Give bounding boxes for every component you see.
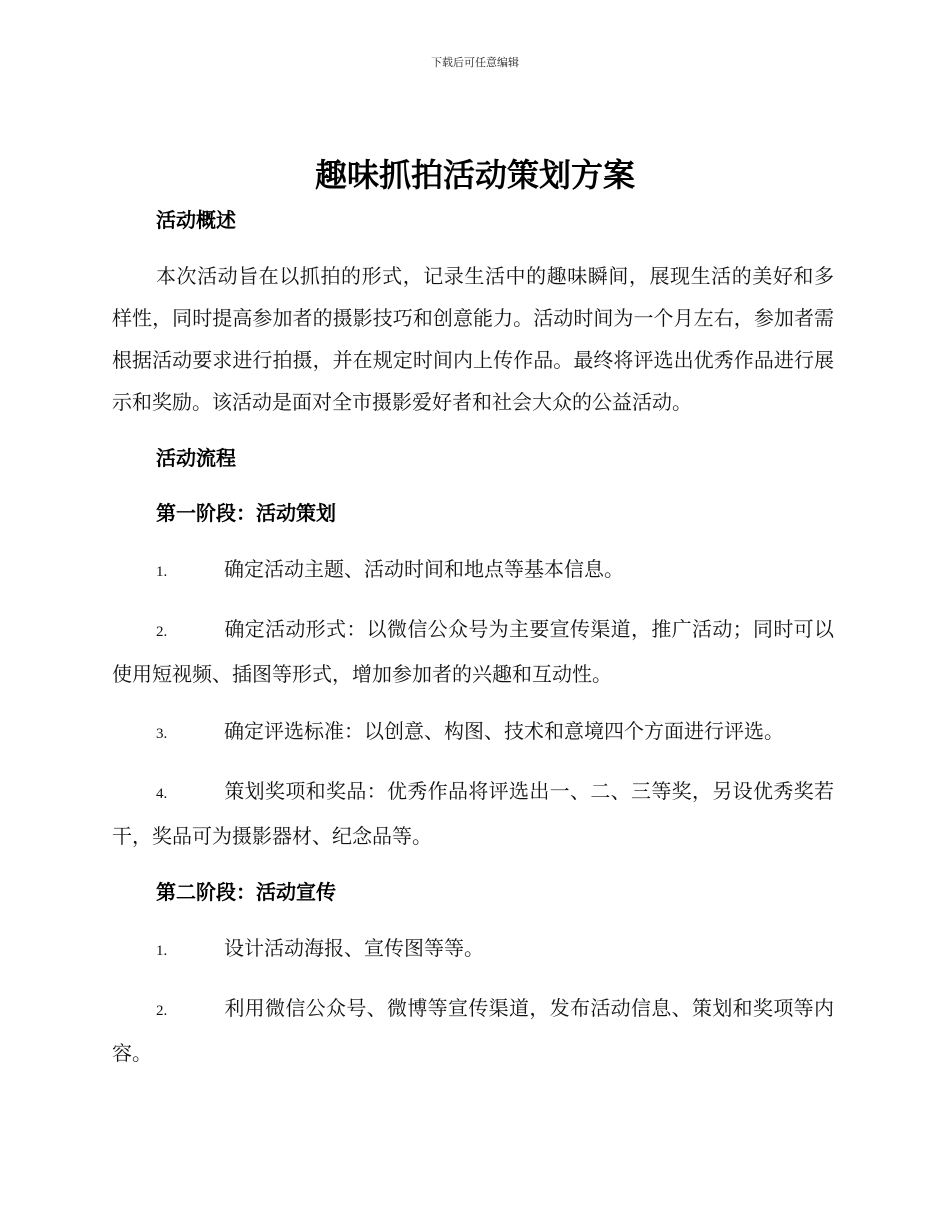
document-title: 趣味抓拍活动策划方案 (314, 156, 635, 194)
section-heading-overview: 活动概述 (156, 208, 236, 232)
list-item-text: 确定活动主题、活动时间和地点等基本信息。 (224, 557, 624, 581)
document-body (112, 200, 834, 1074)
header-note: 下载后可任意编辑 (431, 56, 519, 69)
list-item (112, 927, 834, 972)
phase2-heading: 第二阶段：活动宣传 (156, 880, 336, 904)
phase1-heading: 第一阶段：活动策划 (156, 501, 336, 525)
list-item-text: 确定评选标准：以创意、构图、技术和意境四个方面进行评选。 (224, 719, 784, 743)
list-item-number: 3. (156, 726, 168, 742)
section-heading-process: 活动流程 (156, 446, 236, 470)
list-item (112, 710, 834, 755)
list-item-text: 利用微信公众号、微博等宣传渠道，发布活动信息、策划和奖项等内容。 (112, 996, 834, 1065)
list-item-number: 2. (156, 1003, 168, 1019)
list-item (112, 548, 834, 593)
list-item (112, 770, 834, 857)
list-item (112, 987, 834, 1074)
list-item (112, 608, 834, 695)
list-item-number: 4. (156, 786, 168, 802)
list-item-number: 2. (156, 624, 168, 640)
list-item-text: 策划奖项和奖品：优秀作品将评选出一、二、三等奖，另设优秀奖若干，奖品可为摄影器材、纪念品等。 (112, 779, 834, 848)
list-item-number: 1. (156, 564, 168, 580)
list-item-text: 确定活动形式：以微信公众号为主要宣传渠道，推广活动；同时可以使用短视频、插图等形式，增加参加者的兴趣和互动性。 (112, 617, 834, 686)
overview-paragraph: 本次活动旨在以抓拍的形式，记录生活中的趣味瞬间，展现生活的美好和多样性，同时提高参加者的摄影技巧和创意能力。活动时间为一个月左右，参加者需根据活动要求进行拍摄，并在规定时间内上传作品。最终将评选出优秀作品进行展示和奖励。该活动是面对全市摄影爱好者和社会大众的公益活动。 (112, 264, 834, 414)
list-item-text: 设计活动海报、宣传图等等。 (224, 936, 484, 960)
list-item-number: 1. (156, 943, 168, 959)
